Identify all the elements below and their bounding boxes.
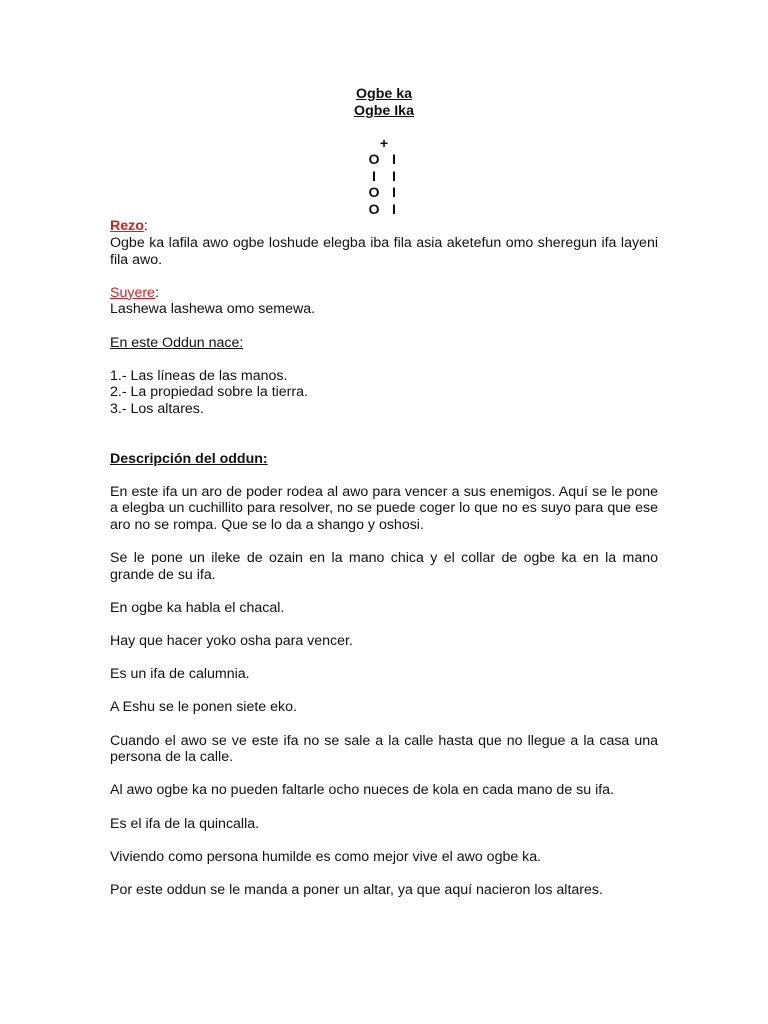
sign-plus: +	[379, 135, 389, 152]
descripcion-paragraph: Por este oddun se le manda a poner un altar, ya que aquí nacieron los altares.	[110, 881, 603, 898]
title-line-2: Ogbe Ika	[354, 102, 414, 119]
odu-sign-mark: I	[392, 152, 396, 169]
rezo-colon: :	[143, 218, 148, 235]
descripcion-paragraph: Es un ifa de calumnia.	[110, 666, 250, 683]
descripcion-paragraph: A Eshu se le ponen siete eko.	[110, 699, 297, 716]
nace-heading: En este Oddun nace:	[110, 334, 244, 351]
title-line-1: Ogbe ka	[356, 86, 412, 102]
descripcion-paragraph: Al awo ogbe ka no pueden faltarle ocho nueces de kola en cada mano de su ifa.	[110, 782, 615, 799]
descripcion-paragraph: Cuando el awo se ve este ifa no se sale a la calle hasta que no llegue a la casa una persona de la calle.	[110, 732, 658, 766]
descripcion-paragraph: Es el ifa de la quincalla.	[110, 815, 260, 832]
odu-sign-row	[367, 152, 401, 169]
odu-sign-row	[367, 185, 401, 202]
odu-sign-mark: I	[392, 168, 396, 185]
nace-item: 3.- Los altares.	[110, 400, 204, 417]
odu-sign-mark: I	[372, 168, 376, 185]
nace-list	[110, 368, 658, 418]
suyere-text: Lashewa lashewa omo semewa.	[110, 301, 316, 318]
descripcion-heading: Descripción del oddun:	[110, 450, 268, 467]
odu-sign-row	[367, 169, 401, 186]
odu-sign-mark: O	[368, 201, 380, 218]
odu-sign-mark: I	[392, 201, 396, 218]
nace-item: 1.- Las líneas de las manos.	[110, 367, 288, 384]
odu-sign-table	[367, 152, 401, 218]
descripcion-paragraph: Se le pone un ileke de ozain en la mano chica y el collar de ogbe ka en la mano grande de su ifa.	[110, 550, 658, 583]
descripcion-paragraph: Hay que hacer yoko osha para vencer.	[110, 633, 353, 650]
odu-sign-row	[367, 202, 401, 219]
odu-sign-mark: O	[368, 185, 380, 202]
rezo-heading	[110, 218, 658, 235]
nace-item: 2.- La propiedad sobre la tierra.	[110, 384, 308, 401]
odu-sign-mark: O	[368, 152, 380, 169]
descripcion-paragraph: Viviendo como persona humilde es como mejor vive el awo ogbe ka.	[110, 848, 542, 865]
descripcion-paragraph: En este ifa un aro de poder rodea al awo para vencer a sus enemigos. Aquí se le pone a elegba un cuchillito para resolver, no se puede coger lo que no es suyo para que ese aro no se rompa. Que se lo da a shango y oshosi.	[110, 483, 658, 533]
odu-sign-mark: I	[392, 185, 396, 202]
rezo-label: Rezo	[110, 218, 144, 235]
suyere-colon: :	[154, 284, 159, 301]
suyere-heading	[110, 285, 658, 302]
rezo-text: Ogbe ka lafila awo ogbe loshude elegba iba fila asia aketefun omo sheregun ifa layeni fila awo.	[110, 234, 658, 268]
suyere-label: Suyere	[110, 284, 155, 301]
document-page	[110, 86, 658, 899]
title-block	[110, 86, 658, 119]
descripcion-paragraph: En ogbe ka habla el chacal.	[110, 599, 285, 616]
